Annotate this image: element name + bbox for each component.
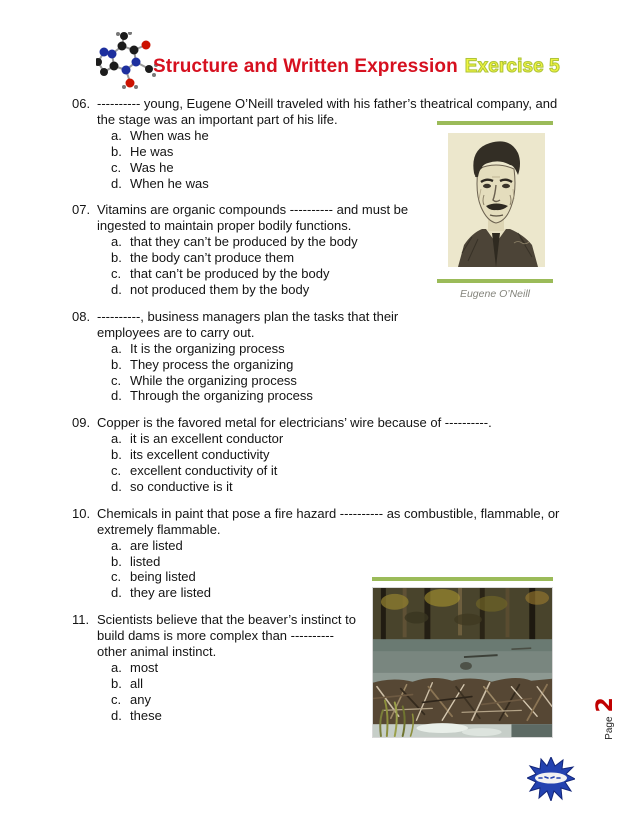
option-row	[111, 692, 356, 708]
option-letter: c.	[111, 266, 122, 282]
option-row	[111, 447, 492, 463]
green-rule-oneill-top	[437, 121, 553, 125]
page-word: Page	[603, 715, 615, 740]
question-stem	[97, 309, 398, 341]
page-number-label	[576, 678, 634, 758]
option-letter: c.	[111, 569, 122, 585]
option-letter: d.	[111, 388, 122, 404]
option-list	[111, 234, 408, 298]
option-text: being listed	[130, 569, 196, 585]
option-letter: a.	[111, 537, 122, 553]
option-row	[111, 463, 492, 479]
option-list	[111, 431, 492, 495]
option-list	[111, 341, 398, 405]
option-letter: d.	[111, 707, 122, 723]
stem-line: ----------, business managers plan the tasks that their	[97, 308, 399, 324]
option-row	[111, 341, 398, 357]
question-08	[72, 309, 559, 404]
option-row	[111, 431, 492, 447]
option-text: When was he	[130, 127, 209, 143]
option-row	[111, 234, 408, 250]
question-number: 11.	[72, 612, 90, 628]
stem-line: extremely flammable.	[97, 521, 221, 537]
option-text: While the organizing process	[130, 372, 297, 388]
question-stem	[97, 612, 356, 660]
option-letter: b.	[111, 250, 122, 266]
option-letter: a.	[111, 234, 122, 250]
stem-line: employees are to carry out.	[97, 324, 255, 340]
option-letter: d.	[111, 175, 122, 191]
question-09	[72, 415, 559, 495]
option-letter: c.	[111, 463, 122, 479]
option-text: When he was	[130, 175, 209, 191]
stem-line: ingested to maintain proper bodily functions.	[97, 218, 352, 234]
stem-line: other animal instinct.	[97, 644, 217, 660]
molecule-icon	[96, 32, 160, 90]
option-letter: d.	[111, 281, 122, 297]
option-text: it is an excellent conductor	[130, 431, 284, 447]
option-text: listed	[130, 553, 161, 569]
page-number: 2	[592, 696, 618, 712]
option-text: that they can’t be produced by the body	[130, 234, 358, 250]
stem-line: Copper is the favored metal for electricians’ wire because of ----------.	[97, 415, 492, 431]
question-stem	[97, 415, 492, 431]
stem-line: Scientists believe that the beaver’s instinct to	[97, 612, 356, 628]
stem-line: the stage was an important part of his life.	[97, 111, 338, 127]
option-letter: b.	[111, 143, 122, 159]
option-text: excellent conductivity of it	[130, 463, 278, 479]
option-row	[111, 676, 356, 692]
question-number: 10.	[72, 505, 91, 521]
option-letter: a.	[111, 340, 122, 356]
oneill-caption: Eugene O’Neill	[459, 288, 531, 300]
page-title-main: Structure and Written Expression	[153, 56, 458, 77]
option-letter: c.	[111, 372, 122, 388]
beaver-dam-photo	[372, 587, 553, 738]
option-text: any	[130, 691, 151, 707]
option-row	[111, 479, 492, 495]
option-text: its excellent conductivity	[130, 447, 270, 463]
option-text: the body can’t produce them	[130, 250, 295, 266]
option-row	[111, 357, 398, 373]
option-letter: c.	[111, 159, 122, 175]
question-stem	[97, 202, 408, 234]
question-number: 06.	[72, 96, 91, 111]
page-title	[153, 56, 560, 78]
green-rule-oneill-bottom	[437, 279, 553, 283]
option-row	[111, 373, 398, 389]
option-letter: d.	[111, 585, 122, 601]
option-text: so conductive is it	[130, 478, 233, 494]
option-text: are listed	[130, 537, 183, 553]
option-text: that can’t be produced by the body	[130, 266, 330, 282]
option-row	[111, 266, 408, 282]
option-letter: a.	[111, 431, 122, 447]
option-text: most	[130, 660, 159, 675]
stem-line: build dams is more complex than ----------	[97, 628, 334, 644]
stem-line: Vitamins are organic compounds ---------- and must be	[97, 202, 409, 218]
option-text: He was	[130, 143, 174, 159]
option-text: all	[130, 675, 144, 691]
option-text: not produced them by the body	[130, 281, 310, 297]
option-letter: b.	[111, 675, 122, 691]
stem-line: Chemicals in paint that pose a fire hazard ---------- as combustible, flammable, or	[97, 505, 560, 521]
option-row	[111, 660, 356, 676]
option-text: They process the organizing	[130, 356, 294, 372]
question-number: 09.	[72, 415, 91, 431]
option-row	[111, 554, 559, 570]
option-row	[111, 250, 408, 266]
option-letter: b.	[111, 553, 122, 569]
page-title-accent: Exercise 5	[464, 56, 560, 77]
green-rule-beaver-top	[372, 577, 553, 581]
option-text: they are listed	[130, 585, 211, 601]
option-row	[111, 708, 356, 724]
option-letter: a.	[111, 127, 122, 143]
stem-line: ---------- young, Eugene O’Neill traveled with his father’s theatrical company, and	[97, 96, 558, 111]
starburst-logo	[527, 757, 575, 801]
option-text: these	[130, 707, 162, 723]
question-number: 08.	[72, 308, 91, 324]
option-row	[111, 388, 398, 404]
question-number: 07.	[72, 202, 91, 218]
option-letter: a.	[111, 660, 122, 675]
option-letter: c.	[111, 691, 122, 707]
eugene-oneill-portrait-sketch	[448, 133, 545, 267]
option-letter: d.	[111, 478, 122, 494]
option-text: Through the organizing process	[130, 388, 313, 404]
option-letter: b.	[111, 447, 122, 463]
option-letter: b.	[111, 356, 122, 372]
option-row	[111, 538, 559, 554]
option-text: It is the organizing process	[130, 340, 285, 356]
option-list	[111, 660, 356, 724]
option-text: Was he	[130, 159, 174, 175]
question-stem	[97, 506, 559, 538]
option-row	[111, 282, 408, 298]
